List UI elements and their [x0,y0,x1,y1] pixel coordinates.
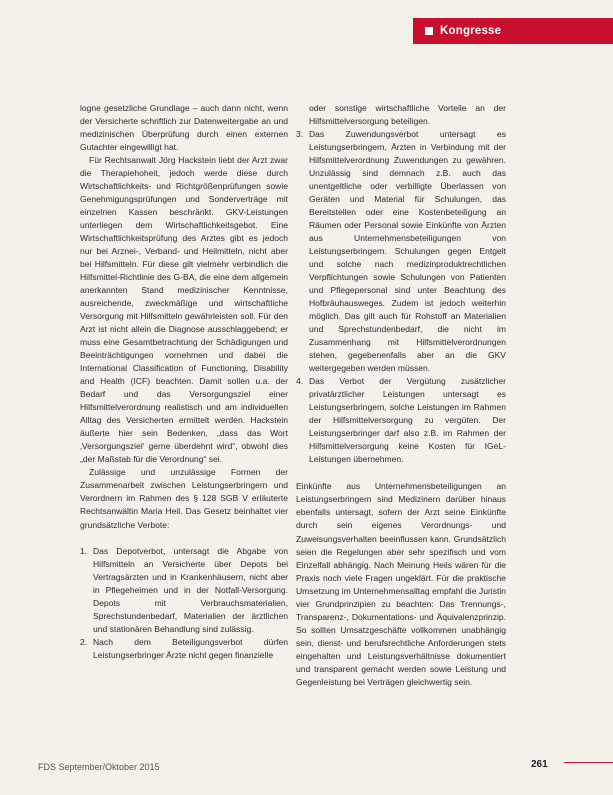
section-label: Kongresse [440,25,502,37]
page-number: 261 [531,759,548,770]
paragraph: Für Rechtsanwalt Jörg Hackstein liebt der Arzt zwar die Therapiehoheit, jedoch werde diese durch Wirtschaftlichkeits- und Richtgrößenprüfungen sowie Genehmigungsprüfungen und Sonderverträge mit einzelnen Kassen beschränkt. GKV-Leistungen unterliegen dem Wirtschaftlichkeitsgebot. Eine Wirtschaftlichkeitsprüfung des Arztes gibt es jedoch nur bei Arznei-, Verband- und Heilmitteln, nicht aber bei Hilfsmitteln. Für diese gilt vielmehr verbindlich die Hilfsmittel-Richtlinie des G-BA, die eine dem allgemein anerkannten Stand medizinischer Kenntnisse, ausreichende, zweckmäßige und wirtschaftliche Versorgung mit Hilfsmitteln gewährleisten soll. Für den Arzt ist nicht allein die Diagnose ausschlaggebend; er muss eine Gesamtbetrachtung der Schädigungen und Beeinträchtigungen vornehmen und dabei die International Classification of Functioning, Disability and Health (ICF) beachten. Damit sollen u.a. der Bedarf und das Versorgungsziel einer Hilfsmittelverordnung realistisch und am individuellen Alltag des Versicherten ermittelt werden. Hackstein äußerte hier sein Bedenken, „dass das Wort ‚Versorgungsziel‘ gerne überdehnt wird“, obwohl dies „der Maßstab für die Verordnung“ sei. [80,155,288,465]
footer-journal: FDS September/Oktober 2015 [38,762,160,772]
section-square-icon [425,27,433,35]
list-item [80,636,288,662]
list-text: Das Verbot der Vergütung zusätzlicher privatärztlicher Leistungen untersagt es Leistungserbringern, solche Leistungen im Rahmen der Hilfsmittelversorgung zu vergüten. Der Leistungserbringer darf also z.B. im Rahmen der Hilfsmittelversorgung keine Kosten für IGeL-Leistungen übernehmen. [309,376,506,465]
list-item [296,128,506,375]
paragraph: oder sonstige wirtschaftliche Vorteile an der Hilfsmittelversorgung beteiligen. [309,103,506,127]
list-number: 2. [80,636,88,647]
prohibition-list [296,128,506,466]
prohibition-list [80,545,288,662]
list-item [80,545,288,636]
footer-accent-line [564,762,613,763]
list-number: 4. [296,376,304,387]
list-number: 1. [80,545,88,556]
left-column [80,102,288,662]
list-text: Das Zuwendungsverbot untersagt es Leistungserbringern, Ärzten in Verbindung mit der Hilfsmittelverordnung Zuwendungen zu gewähren. Unzulässig sind demnach z.B. auch das unentgeltliche oder verbilligte Überlassen von Geräten und Material für Schulungen, das Bereitstellen oder eine Kostenbeteiligung an Räumen oder Personal sowie Einkünfte von Ärzten aus Unternehmensbeteiligungen von Leistungserbringern. Schulungen gegen Entgelt und solche nach medizinproduktrechtlichen Verpflichtungen sowie Schulungen von Patienten und Pflegepersonal sind unter Beachtung des Hofbräuhausweges. Zudem ist jedoch weiterhin möglich. Das gilt auch für Rohstoff an Materialien und Sprechstundenbedarf, die nicht im Zusammenhang mit Hilfsmittelverordnungen stehen, gegebenenfalls aber an die GKV weitergegeben werden müssen. [309,129,506,374]
paragraph: Zulässige und unzulässige Formen der Zusammenarbeit zwischen Leistungserbringern und Verordnern im Rahmen des § 128 SGB V erläuterte Rechtsanwältin Maria Heil. Das Gesetz beinhaltet vier grundsätzliche Verbote: [80,467,288,530]
list-text: Das Depotverbot, untersagt die Abgabe von Hilfsmitteln an Versicherte über Depots bei Vertragsärzten und in Krankenhäusern, nicht aber in Pflegeheimen und in der Notfall-Versorgung. Depots mit Verbrauchsmaterialien, Sprechstundenbedarf, Materialien der ärztlichen und stationären Behandlung sind zulässig. [93,545,288,634]
right-column [296,102,506,689]
list-number: 3. [296,129,304,140]
section-header-band [413,18,613,44]
paragraph: Einkünfte aus Unternehmensbeteiligungen an Leistungserbringern sind Medizinern darüber hinaus ebenfalls untersagt, sofern der Arzt seine Einkünfte durch sein eigenes Verordnungs- und Zuweisungsverhalten beeinflussen kann. Grundsätzlich seien die Regelungen aber sehr spezifisch und vom Einzelfall abhängig. Nach Meinung Heils wären für die Praxis noch viele Fragen ungeklärt. Für die praktische Umsetzung im Unternehmensalltag empfahl die Juristin vier Grundprinzipien zu beachten: Das Trennungs-, Transparenz-, Dokumentations- und Äquivalenzprinzip. So sollten Umsatzgeschäfte vollkommen unabhängig sein, dienst- und berufsrechtliche Anforderungen stets eingehalten und Leistungsverhältnisse dokumentiert und transparent gemacht werden sowie Leistung und Gegenleistung bei Verträgen gleichwertig sein. [296,481,506,687]
paragraph: logne gesetzliche Grundlage – auch dann nicht, wenn der Versicherte schriftlich zur Datenweitergabe an und medizinischen Überprüfung durch einen externen Gutachter eingewilligt hat. [80,103,288,153]
list-text: Nach dem Beteiligungsverbot dürfen Leistungserbringer Ärzte nicht gegen finanzielle [93,636,288,660]
list-item [296,375,506,466]
